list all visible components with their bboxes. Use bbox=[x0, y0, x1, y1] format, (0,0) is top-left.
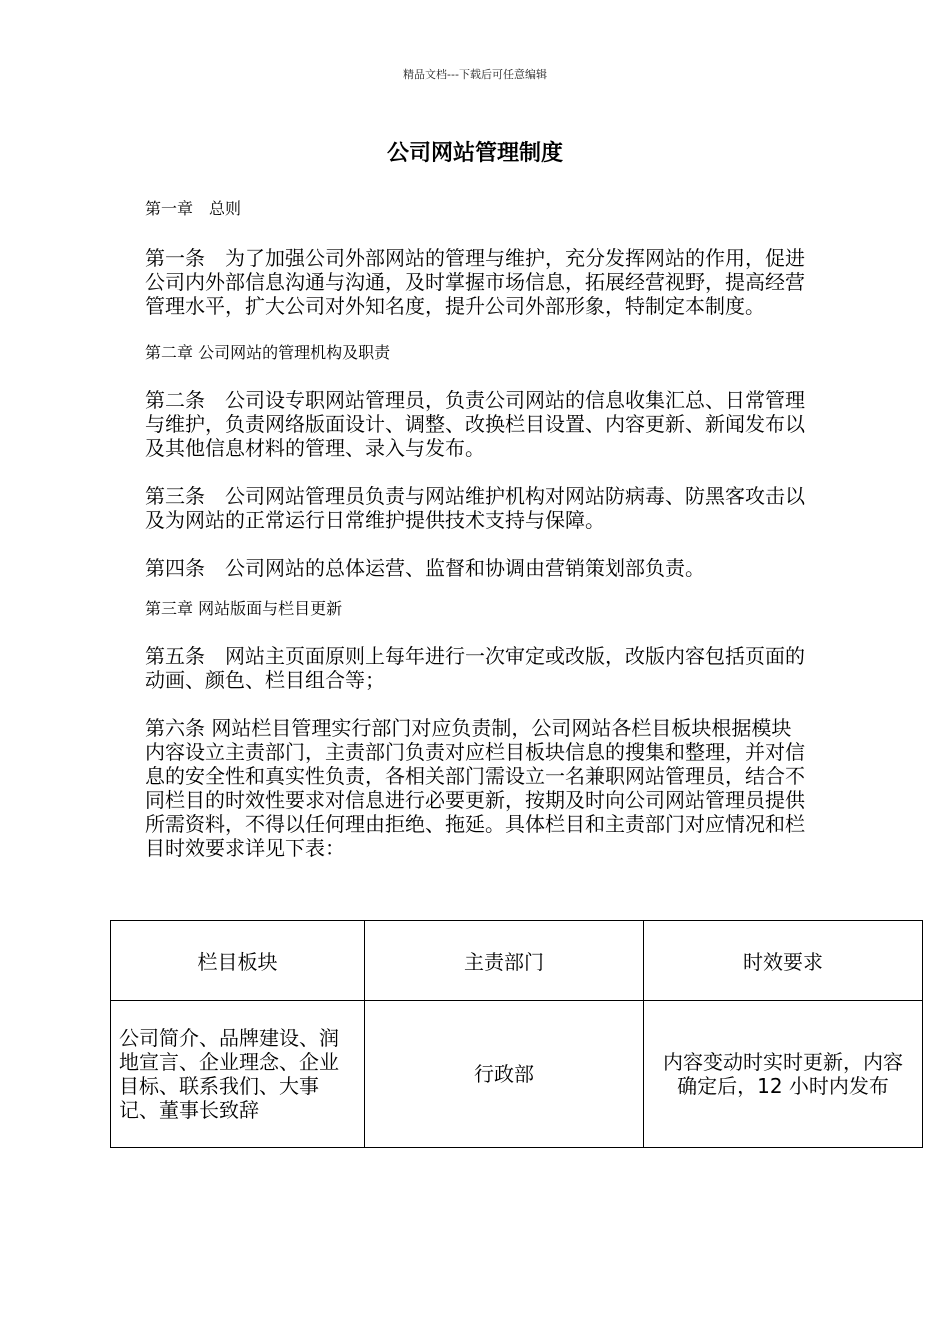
table-cell-timeliness: 内容变动时实时更新，内容确定后，12 小时内发布 bbox=[644, 1001, 923, 1148]
page-header-note: 精品文档---下载后可任意编辑 bbox=[403, 68, 547, 81]
table-header-cell: 栏目板块 bbox=[111, 921, 365, 1001]
article-1: 第一条 为了加强公司外部网站的管理与维护，充分发挥网站的作用，促进公司内外部信息沟通与沟通，及时掌握市场信息，拓展经营视野，提高经营管理水平，扩大公司对外知名度，提升公司外部形象，特制定本制度。 bbox=[145, 246, 805, 318]
table-row bbox=[111, 1001, 923, 1148]
chapter-2-heading: 第二章 公司网站的管理机构及职责 bbox=[145, 343, 391, 362]
table-header-cell: 时效要求 bbox=[644, 921, 923, 1001]
table-header-row bbox=[111, 921, 923, 1001]
table-header-cell: 主责部门 bbox=[365, 921, 644, 1001]
article-5: 第五条 网站主页面原则上每年进行一次审定或改版，改版内容包括页面的动画、颜色、栏目组合等； bbox=[145, 644, 805, 692]
article-6: 第六条 网站栏目管理实行部门对应负责制，公司网站各栏目板块根据模块内容设立主责部门，主责部门负责对应栏目板块信息的搜集和整理，并对信息的安全性和真实性负责，各相关部门需设立一名兼职网站管理员，结合不同栏目的时效性要求对信息进行必要更新，按期及时向公司网站管理员提供所需资料，不得以任何理由拒绝、拖延。具体栏目和主责部门对应情况和栏目时效要求详见下表： bbox=[145, 716, 805, 860]
document-title: 公司网站管理制度 bbox=[386, 141, 563, 166]
responsibility-table-wrapper bbox=[110, 920, 923, 1148]
chapter-3-heading: 第三章 网站版面与栏目更新 bbox=[145, 599, 343, 618]
document-body bbox=[145, 196, 805, 860]
responsibility-table bbox=[110, 920, 923, 1148]
chapter-1-heading: 第一章 总则 bbox=[145, 199, 242, 218]
article-2: 第二条 公司设专职网站管理员，负责公司网站的信息收集汇总、日常管理与维护，负责网络版面设计、调整、改换栏目设置、内容更新、新闻发布以及其他信息材料的管理、录入与发布。 bbox=[145, 388, 805, 460]
table-cell-department: 行政部 bbox=[365, 1001, 644, 1148]
table-cell-section: 公司简介、品牌建设、润地宣言、企业理念、企业目标、联系我们、大事记、董事长致辞 bbox=[111, 1001, 365, 1148]
article-4: 第四条 公司网站的总体运营、监督和协调由营销策划部负责。 bbox=[145, 556, 705, 580]
article-3: 第三条 公司网站管理员负责与网站维护机构对网站防病毒、防黑客攻击以及为网站的正常运行日常维护提供技术支持与保障。 bbox=[145, 484, 805, 532]
